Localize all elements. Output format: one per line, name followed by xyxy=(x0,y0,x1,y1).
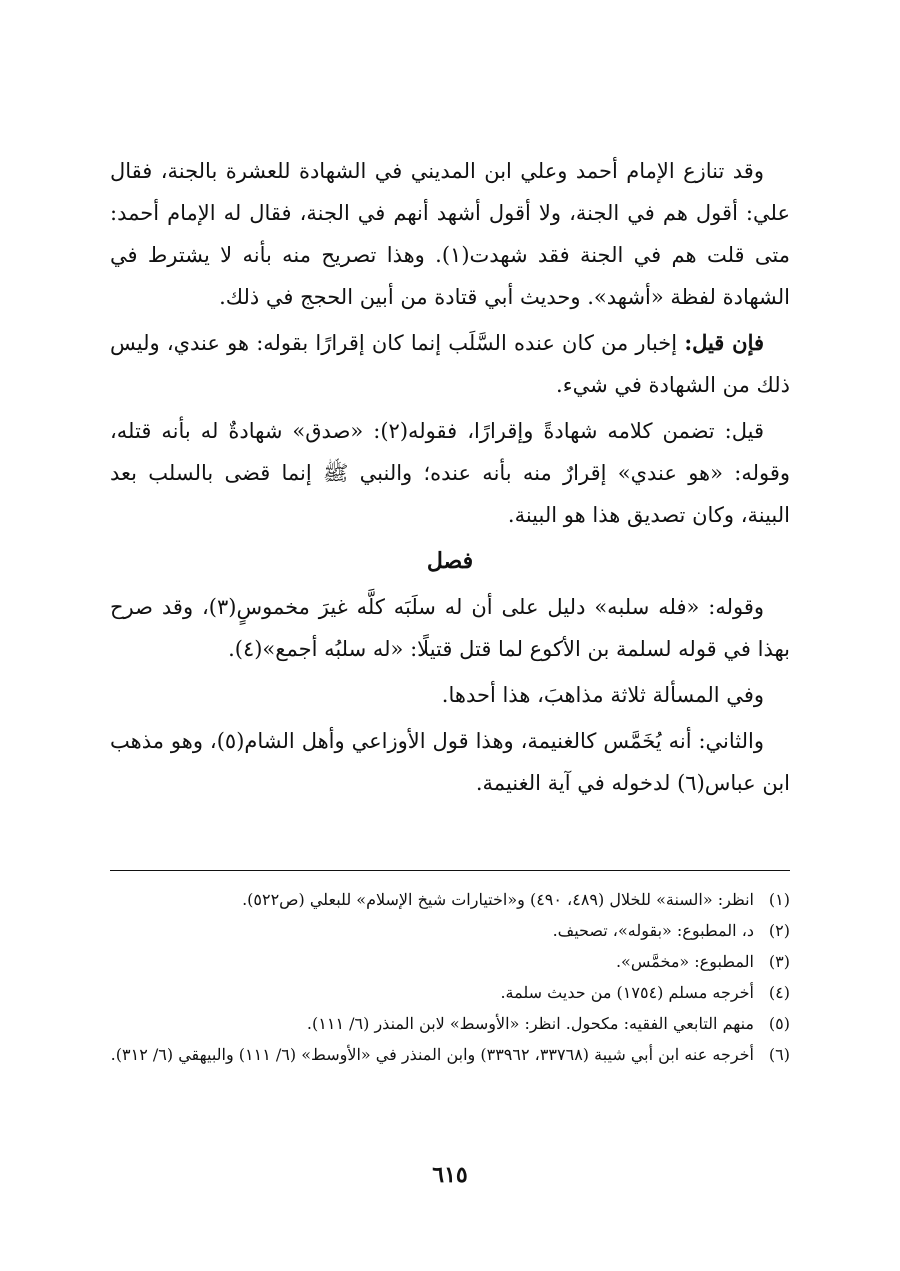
footnote-number: (٣) xyxy=(768,952,790,971)
footnote-number: (٤) xyxy=(768,983,790,1002)
footnote-number: (٢) xyxy=(768,921,790,940)
footnote-text: أخرجه عنه ابن أبي شيبة (٣٣٧٦٨، ٣٣٩٦٢) وابن المنذر في «الأوسط» (٦/ ١١١) والبيهقي (٦/ ٣١٢). xyxy=(110,1045,754,1064)
footnote-number: (١) xyxy=(768,890,790,909)
paragraph-text: والثاني: أنه يُخَمَّس كالغنيمة، وهذا قول الأوزاعي وأهل الشام(٥)، وهو مذهب ابن عباس(٦) لدخوله في آية الغنيمة. xyxy=(110,729,790,795)
footnote-number: (٥) xyxy=(768,1014,790,1033)
section-heading: فصل xyxy=(426,548,474,574)
paragraph-text: إخبار من كان عنده السَّلَب إنما كان إقرارًا بقوله: هو عندي، وليس ذلك من الشهادة في شيء. xyxy=(110,331,790,397)
footnote-item xyxy=(110,1008,790,1039)
footnote-text: المطبوع: «مخمَّس». xyxy=(615,952,754,971)
paragraph-1 xyxy=(110,150,790,318)
footnote-separator xyxy=(110,870,790,871)
paragraph-3 xyxy=(110,410,790,536)
footnotes-list xyxy=(110,884,790,1070)
paragraph-text: وفي المسألة ثلاثة مذاهبَ، هذا أحدها. xyxy=(441,683,764,707)
footnote-text: د، المطبوع: «بقوله»، تصحيف. xyxy=(552,921,754,940)
paragraph-text: قيل: تضمن كلامه شهادةً وإقرارًا، فقوله(٢): «صدق» شهادةٌ له بأنه قتله، وقوله: «هو عندي» إقرارٌ منه بأنه عنده؛ والنبي ﷺ إنما قضى بالسلب بعد البينة، وكان تصديق هذا هو البينة. xyxy=(110,419,790,527)
page-number: ٦١٥ xyxy=(432,1162,468,1188)
footnote-item xyxy=(110,977,790,1008)
paragraph-4 xyxy=(110,586,790,670)
footnote-text: انظر: «السنة» للخلال (٤٨٩، ٤٩٠) و«اختيارات شيخ الإسلام» للبعلي (ص٥٢٢). xyxy=(242,890,754,909)
footnote-item xyxy=(110,915,790,946)
paragraph-text: وقد تنازع الإمام أحمد وعلي ابن المديني في الشهادة للعشرة بالجنة، فقال علي: أقول هم في الجنة، ولا أقول أشهد أنهم في الجنة، فقال له الإمام أحمد: متى قلت هم في الجنة فقد شهدت(١). وهذا تصريح منه بأنه لا يشترط في الشهادة لفظة «أشهد». وحديث أبي قتادة من أبين الحجج في ذلك. xyxy=(110,159,790,309)
paragraph-5 xyxy=(110,674,790,716)
footnote-number: (٦) xyxy=(768,1045,790,1064)
footnote-text: منهم التابعي الفقيه: مكحول. انظر: «الأوسط» لابن المنذر (٦/ ١١١). xyxy=(306,1014,754,1033)
footnote-item xyxy=(110,946,790,977)
footnote-item xyxy=(110,1039,790,1070)
footnote-text: أخرجه مسلم (١٧٥٤) من حديث سلمة. xyxy=(500,983,754,1002)
paragraph-6 xyxy=(110,720,790,804)
footnote-item xyxy=(110,884,790,915)
paragraph-2 xyxy=(110,322,790,406)
paragraph-lead: فإن قيل: xyxy=(684,330,765,355)
main-text xyxy=(110,150,790,808)
paragraph-text: وقوله: «فله سلبه» دليل على أن له سلَبَه كلَّه غيرَ مخموسٍ(٣)، وقد صرح بهذا في قوله لسلمة بن الأكوع لما قتل قتيلًا: «له سلبُه أجمع»(٤). xyxy=(110,595,790,661)
